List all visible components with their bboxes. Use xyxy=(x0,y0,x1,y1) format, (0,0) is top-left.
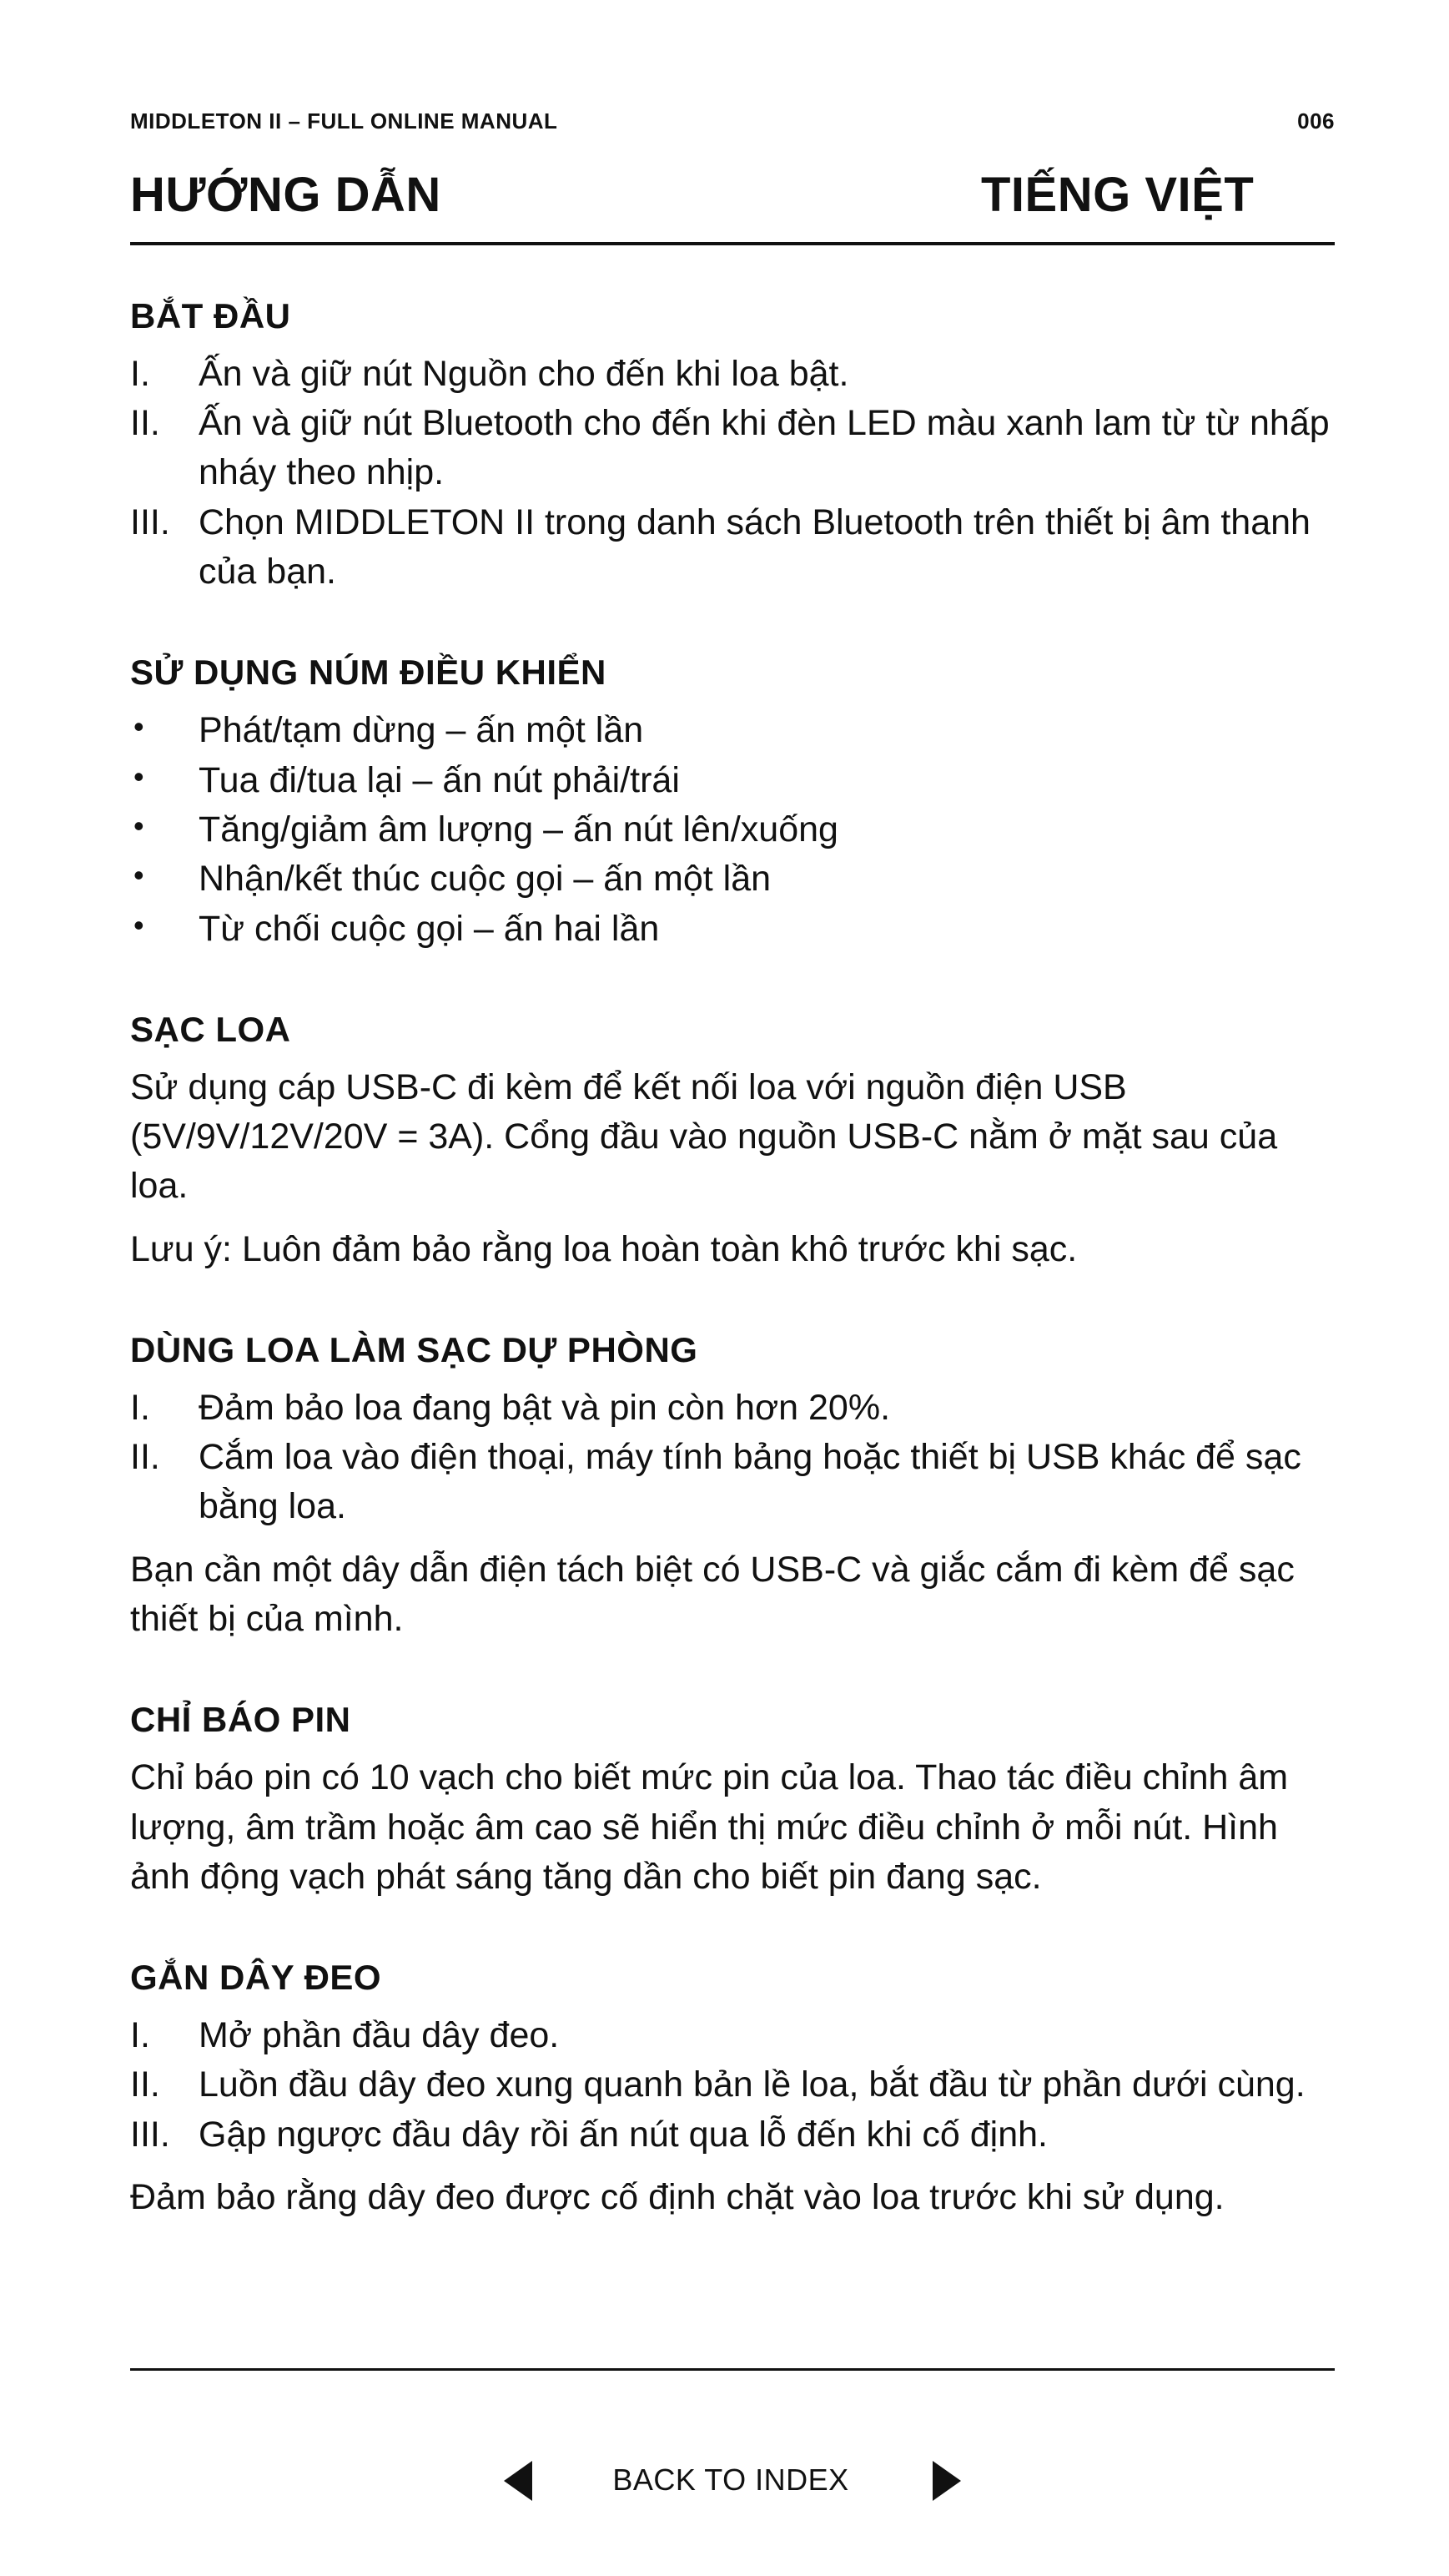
bullet-icon: • xyxy=(133,808,144,843)
language-label: TIẾNG VIỆT xyxy=(981,168,1255,222)
list-marker: I. xyxy=(130,353,150,394)
content xyxy=(130,292,1335,2274)
section-charging xyxy=(130,1006,1335,1274)
list-item-text: Mở phần đầu dây đeo. xyxy=(199,2015,560,2055)
section-heading: SẠC LOA xyxy=(130,1009,291,1049)
section-getting-started xyxy=(130,292,1335,597)
running-header xyxy=(130,107,1335,135)
numbered-list xyxy=(130,1384,1335,1532)
bullet-list xyxy=(130,706,1335,954)
section-powerbank xyxy=(130,1326,1335,1644)
list-marker: I. xyxy=(130,2015,150,2055)
paragraph: Sử dụng cáp USB-C đi kèm để kết nối loa với nguồn điện USB (5V/9V/12V/20V = 3A). Cổng đầu vào nguồn USB-C nằm ở mặt sau của loa. xyxy=(130,1066,1278,1207)
section-heading: CHỈ BÁO PIN xyxy=(130,1700,351,1740)
list-item-text: Từ chối cuộc gọi – ấn hai lần xyxy=(199,908,660,949)
list-item-text: Ấn và giữ nút Bluetooth cho đến khi đèn LED màu xanh lam từ từ nhấp nháy theo nhịp. xyxy=(199,403,1330,493)
section-controls xyxy=(130,648,1335,953)
list-marker: II. xyxy=(130,1437,160,1478)
list-item-text: Nhận/kết thúc cuộc gọi – ấn một lần xyxy=(199,859,772,900)
list-item-text: Cắm loa vào điện thoại, máy tính bảng hoặc thiết bị USB khác để sạc bằng loa. xyxy=(199,1437,1301,1527)
list-item-text: Phát/tạm dừng – ấn một lần xyxy=(199,710,644,751)
list-item xyxy=(130,805,1335,854)
footer-divider xyxy=(130,2368,1335,2371)
list-item-text: Gập ngược đầu dây rồi ấn nút qua lỗ đến khi cố định. xyxy=(199,2114,1048,2155)
footer-nav xyxy=(130,2458,1335,2508)
note-paragraph: Lưu ý: Luôn đảm bảo rằng loa hoàn toàn khô trước khi sạc. xyxy=(130,1228,1078,1269)
list-item-text: Chọn MIDDLETON II trong danh sách Bluetooth trên thiết bị âm thanh của bạn. xyxy=(199,502,1311,592)
list-marker: III. xyxy=(130,2114,170,2155)
previous-page-icon[interactable] xyxy=(504,2461,532,2501)
section-heading: GẮN DÂY ĐEO xyxy=(130,1958,382,1998)
section-heading: BẮT ĐẦU xyxy=(130,296,291,335)
list-item xyxy=(130,706,1335,755)
list-item xyxy=(130,756,1335,805)
bullet-icon: • xyxy=(133,858,144,893)
manual-title: MIDDLETON II – FULL ONLINE MANUAL xyxy=(130,108,558,134)
list-item xyxy=(130,1384,1335,1433)
next-page-icon[interactable] xyxy=(933,2461,961,2501)
list-item-text: Luồn đầu dây đeo xung quanh bản lề loa, bắt đầu từ phần dưới cùng. xyxy=(199,2064,1306,2105)
list-item xyxy=(130,350,1335,399)
numbered-list xyxy=(130,2011,1335,2160)
paragraph: Đảm bảo rằng dây đeo được cố định chặt vào loa trước khi sử dụng. xyxy=(130,2176,1225,2217)
list-item xyxy=(130,905,1335,954)
page-title: HƯỚNG DẪN xyxy=(130,168,441,222)
list-item xyxy=(130,2011,1335,2060)
section-battery xyxy=(130,1696,1335,1902)
list-item-text: Ấn và giữ nút Nguồn cho đến khi loa bật. xyxy=(199,353,849,394)
bullet-icon: • xyxy=(133,907,144,942)
list-item xyxy=(130,2110,1335,2160)
list-item xyxy=(130,2060,1335,2110)
page-number: 006 xyxy=(1297,108,1335,134)
numbered-list xyxy=(130,350,1335,597)
list-item xyxy=(130,1433,1335,1532)
bullet-icon: • xyxy=(133,709,144,744)
list-item-text: Tăng/giảm âm lượng – ấn nút lên/xuống xyxy=(199,809,838,849)
bullet-icon: • xyxy=(133,759,144,794)
header-divider xyxy=(130,242,1335,245)
list-marker: II. xyxy=(130,2064,160,2105)
back-to-index-link[interactable]: BACK TO INDEX xyxy=(612,2463,849,2497)
list-marker: III. xyxy=(130,502,170,542)
section-strap xyxy=(130,1953,1335,2222)
manual-page xyxy=(130,0,1335,2576)
list-marker: I. xyxy=(130,1387,150,1428)
section-heading: SỬ DỤNG NÚM ĐIỀU KHIỂN xyxy=(130,653,606,693)
list-item xyxy=(130,399,1335,498)
list-item xyxy=(130,854,1335,904)
page-title-row xyxy=(130,167,1335,229)
list-item-text: Tua đi/tua lại – ấn nút phải/trái xyxy=(199,759,680,800)
section-heading: DÙNG LOA LÀM SẠC DỰ PHÒNG xyxy=(130,1329,698,1369)
list-item-text: Đảm bảo loa đang bật và pin còn hơn 20%. xyxy=(199,1387,891,1428)
paragraph: Bạn cần một dây dẫn điện tách biệt có USB-C và giắc cắm đi kèm để sạc thiết bị của mình. xyxy=(130,1549,1295,1640)
list-item xyxy=(130,498,1335,597)
paragraph: Chỉ báo pin có 10 vạch cho biết mức pin của loa. Thao tác điều chỉnh âm lượng, âm trầm hoặc âm cao sẽ hiển thị mức điều chỉnh ở mỗi nút. Hình ảnh động vạch phát sáng tăng dần cho biết pin đang sạc. xyxy=(130,1757,1289,1897)
list-marker: II. xyxy=(130,403,160,444)
